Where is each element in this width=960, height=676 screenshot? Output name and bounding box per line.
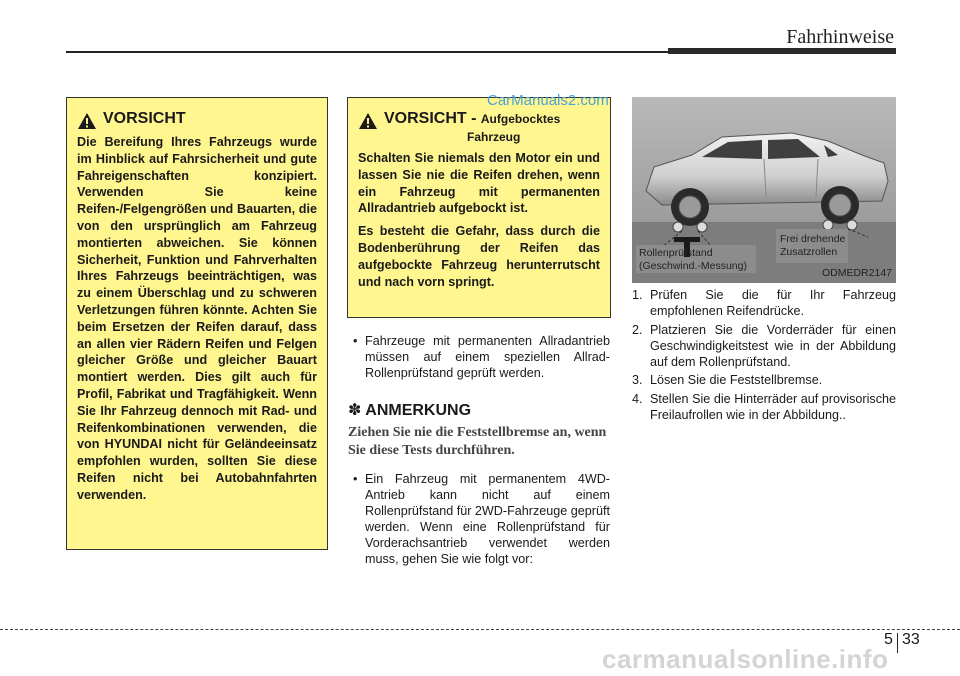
caution-title-sub: Aufgebocktes (480, 112, 561, 126)
step-number: 1. (632, 288, 643, 302)
header-rule-accent (668, 48, 896, 54)
caution-header (358, 110, 600, 146)
list-item: • Ein Fahrzeug mit permanentem 4WD-Antrieb kann nicht auf einem Rollenprüfstand für 2WD-Fahrzeuge geprüft werden. Wenn eine Rollenprüfstand für Vorderachsantrieb verwendet werden muss, gehen Sie wie folgt vor: (348, 471, 610, 567)
caution-paragraph-2: Es besteht die Gefahr, dass durch die Bodenberührung der Reifen das aufgebockte Fahrzeug herunterrutscht und nach vorn springt. (358, 224, 600, 289)
section-title: Fahrhinweise (786, 26, 894, 48)
figure-label-line: Rollenprüfstand (639, 247, 713, 259)
page-number-separator (897, 633, 898, 653)
chapter-number: 5 (884, 631, 893, 648)
caution-title: VORSICHT (103, 110, 186, 127)
list-item (632, 391, 896, 424)
list-item: • Fahrzeuge mit permanenten Allradantrieb müssen auf einem speziellen Allrad-Rollenprüfstand geprüft werden. (348, 333, 610, 381)
procedure-steps (632, 287, 896, 425)
caution-header (77, 110, 317, 130)
dynamometer-figure (632, 97, 896, 283)
watermark: CarManuals2.com (487, 92, 609, 109)
figure-label-line: Zusatzrollen (780, 246, 838, 258)
figure-code: ODMEDR2147 (821, 267, 892, 279)
list-item (632, 287, 896, 320)
note-subtitle: Ziehen Sie nie die Feststellbremse an, wenn Sie diese Tests durchführen. (348, 425, 607, 458)
list-item (632, 322, 896, 371)
figure-label-free-rollers (780, 233, 845, 259)
figure-label-line: (Geschwind.-Messung) (639, 260, 747, 272)
step-number: 3. (632, 373, 643, 388)
step-text: Prüfen Sie die für Ihr Fahrzeug empfohlenen Reifendrücke. (650, 288, 896, 319)
list-item (632, 372, 896, 388)
note-title: ✽ ANMERKUNG (348, 402, 472, 419)
caution-box-jacked-vehicle (347, 97, 611, 318)
warning-triangle-icon (358, 112, 378, 130)
note-bullet-list (348, 471, 610, 567)
watermark-bottom: carmanualsonline.info (602, 644, 889, 674)
footer-divider (0, 629, 960, 630)
caution-text: Die Bereifung Ihres Fahrzeugs wurde im Hinblick auf Fahrsicherheit und gute Fahreigenschaften konzipiert. Verwenden Sie keine Reifen-/Felgengrößen und Bauarten, die von den ursprünglich am Fahrzeug montierten abweichen. Sie können Sicherheit, Funktion und Fahrverhalten Ihres Fahrzeugs beeinträchtigen, was zu einem Überschlag und zu schweren Verletzungen führen könnte. Achten Sie beim Ersetzen der Reifen darauf, dass an allen vier Rädern Reifen und Felgen gleicher Größe und gleicher Bauart montiert werden. Dies gilt auch für Profil, Fabrikat und Tragfähigkeit. Wenn Sie Ihr Fahrzeug dennoch mit Rad- und Reifenkombinationen verwenden, die von HYUNDAI nicht für Geländeeinsatz empfohlen wurden, sollten Sie diese Reifen nicht bei Autobahnfahrten verwenden. (77, 135, 317, 502)
page-number: 33 (902, 631, 920, 648)
figure-label-dynamometer (639, 247, 747, 273)
step-number: 2. (632, 322, 643, 337)
caution-title: VORSICHT - (384, 110, 481, 127)
step-text: Platzieren Sie die Vorderräder für einen Geschwindigkeitstest wie in der Abbildung auf dem Rollenprüfstand. (650, 322, 896, 370)
bullet-list (348, 333, 610, 381)
step-text: Stellen Sie die Hinterräder auf provisorische Freilaufrollen wie in der Abbildung.. (650, 391, 896, 423)
figure-label-line: Frei drehende (780, 233, 846, 245)
caution-box-tires (66, 97, 328, 550)
caution-paragraph-1: Schalten Sie niemals den Motor ein und lassen Sie nie die Reifen drehen, wenn ein Fahrzeug mit permanenten Allradantrieb aufgebockt ist. (358, 151, 600, 216)
warning-triangle-icon (77, 112, 97, 130)
caution-title-sub-2: Fahrzeug (467, 130, 521, 144)
step-text: Lösen Sie die Feststellbremse. (650, 373, 823, 388)
step-number: 4. (632, 391, 643, 406)
